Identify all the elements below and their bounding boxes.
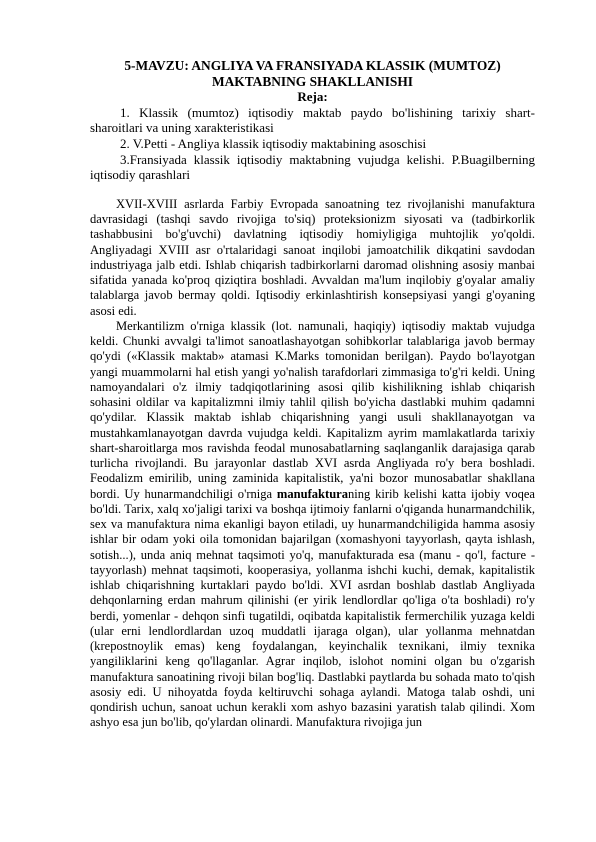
plan-item-1: 1. Klassik (mumtoz) iqtisodiy maktab paydo bo'lishining tarixiy shart-sharoitlari va uning xarakteristikasi <box>90 104 535 136</box>
paragraph-2-bold-term: manufaktura <box>276 486 349 501</box>
plan-item-3: 3.Fransiyada klassik iqtisodiy maktabning vujudga kelishi. P.Buagilberning iqtisodiy qarashlari <box>90 151 535 183</box>
paragraph-2-text-a: Merkantilizm o'rniga klassik (lot. namunali, haqiqiy) iqtisodiy maktab vujudga keldi. Chunki avvalgi ta'limot sanoatlashayotgan sohibkorlar talablariga javob bermay qo'ydi («Klassik maktab» atamasi K.Marks tomonidan berilgan). Paydo bo'layotgan yangi muammolarni hal etish yangi yo'nalish tarafdorlari zimmasiga to'g'ri keldi. Uning namoyandalari o'z ilmiy tadqiqotlarining asosi qilib kishilikning ishlab chiqarish sohasini oldilar va kapitalizmni ilmiy tahlil qilish bo'yicha dastlabki muhim qadamni qo'ydilar. Klassik maktab ishlab chiqarishning yangi usuli shakllanayotgan va mustahkamlanayotgan davrda vujudga keldi. Kapitalizm ayrim mamlakatlarda tarixiy shart-sharoitlarga mos ravishda feodal munosabatlarning saqlanganlik darajasiga qarab turlicha rivojlandi. Bu jarayonlar dastlab XVI asrda Angliyada ro'y bera boshladi. Feodalizm emirilib, uning zaminida kapitalistik, ya'ni bozor munosabatlar shakllana bordi. Uy hunarmandchiligi o'rniga <box>90 318 535 501</box>
title-line-2: MAKTABNING SHAKLLANISHI <box>211 73 414 89</box>
plan-heading: Reja: <box>297 89 328 105</box>
title-line-1: 5-MAVZU: ANGLIYA VA FRANSIYADA KLASSIK (MUMTOZ) <box>124 58 501 73</box>
paragraph-2 <box>90 319 535 731</box>
plan-list <box>90 105 535 183</box>
paragraph-2-text-b: ning kirib kelishi katta ijobiy voqea bo'ldi. Tarix, xalq xo'jaligi tarixi va boshqa ijtimoiy fanlarni o'qiganda hunarmandchilik, sex va manufaktura nima ekanligi bayon etiladi, uy hunarmandchiligida hamma asosiy ishlar bir odam yoki oila tomonidan bajarilgan (xomashyoni tayyorlash, qayta ishlash, sotish...), unda aniq mehnat taqsimoti yo'q, manufakturada esa (manu - qo'l, facture - tayyorlash) mehnat taqsimoti, kooperasiya, yollanma ishchi kuchi, demak, kapitalistik ishlab chiqarishning kurtaklari paydo bo'ldi. XVI asrdan boshlab dastlab Angliyada dehqonlarning erdan mahrum qilinishi (er yirik lendlordlar qo'liga o'ta boshladi) ro'y berdi, yomenlar - dehqon sinfi tugatildi, oqibatda kapitalistik fermerchilik yuzaga keldi (ular erni lendlordlardan uzoq muddatli ijaraga olgan), ular yollanma mehnatdan (krepostnoylik emas) keng foydalangan, keyinchalik texnikani, ilmiy texnika yangiliklarini keng qo'llaganlar. Agrar inqilob, islohot nomini olgan bu o'zgarish manufaktura sanoatining rivoji bilan bog'liq. Dastlabki paytlarda bu sohada mato to'qish asosiy edi. U nihoyatda foyda keltiruvchi sohaga aylandi. Matoga talab oshdi, uni qondirish uchun, sanoat uchun kerakli xom ashyo bazasini yaratish talab qilindi. Xom ashyo esa jun bo'lib, qo'ylardan olinardi. Manufaktura rivojiga jun <box>90 486 535 730</box>
plan-item-2: 2. V.Petti - Angliya klassik iqtisodiy maktabining asoschisi <box>120 135 427 151</box>
page-title <box>90 58 535 89</box>
body-text <box>90 197 535 731</box>
paragraph-1: XVII-XVIII asrlarda Farbiy Evropada sanoatning tez rivojlanishi manufaktura davrasidagi (tashqi savdo rivojiga to'siq) proteksionizm siyosati va (tadbirkorlik tashabbusini bo'g'uvchi) davlatning iqtisodiy homiyligiga muhtojlik yo'qoldi. Angliyadagi XVIII asr o'rtalaridagi sanoat inqilobi jamoatchilik dikqatini savdodan industriyaga jalb etdi. Ishlab chiqarish tadbirkorlarni daromad olishning asosiy manbai sifatida yanada ko'proq qiziqtira boshladi. Avvaldan ma'lum inqilobiy g'oyalar amaliy talablarga javob bermay qoldi. Iqtisodiy erkinlashtirish konsepsiyasi yangi g'oyaning asosi edi. <box>90 196 535 318</box>
